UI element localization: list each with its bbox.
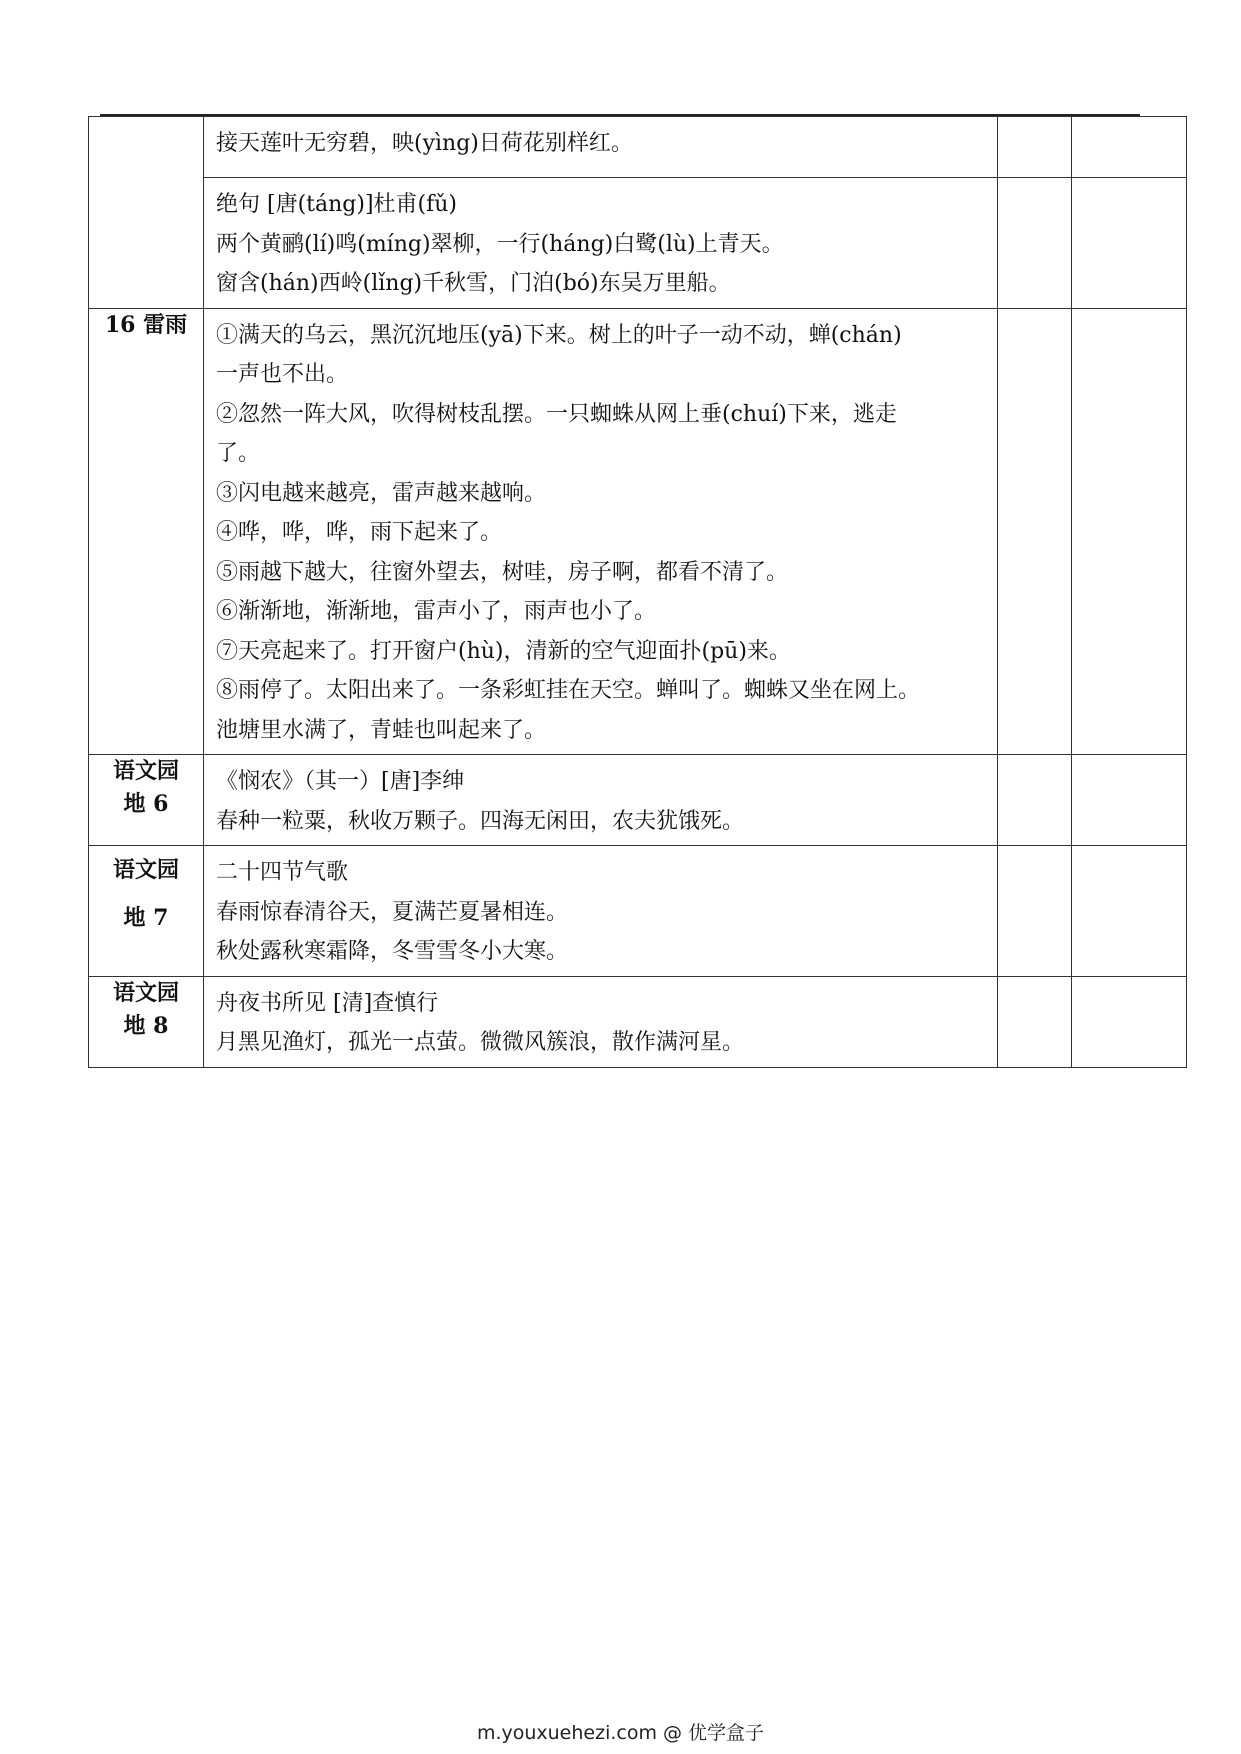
text-line: 春种一粒粟，秋收万颗子。四海无闲田，农夫犹饿死。 xyxy=(216,808,745,834)
label-text: 语文园 xyxy=(112,857,179,883)
text-line: 窗含(hán)西岭(lǐng)千秋雪，门泊(bó)东吴万里船。 xyxy=(216,271,731,296)
text-line: 月黑见渔灯，孤光一点萤。微微风簇浪，散作满河星。 xyxy=(216,1030,745,1055)
label-text: 地 7 xyxy=(123,905,169,931)
table-row xyxy=(89,117,1187,178)
text-line: ⑧雨停了。太阳出来了。一条彩虹挂在天空。蝉叫了。蜘蛛又坐在网上。 xyxy=(216,678,921,703)
row-content xyxy=(204,308,998,755)
row-content xyxy=(204,178,998,309)
text-line: 《悯农》（其一）[唐]李绅 xyxy=(216,769,465,794)
text-line: ②忽然一阵大风，吹得树枝乱摆。一只蜘蛛从网上垂(chuí)下来，逃走 xyxy=(216,401,897,427)
row-content xyxy=(204,755,998,846)
check-cell xyxy=(1072,117,1187,178)
row-label xyxy=(89,846,204,977)
text-line: 秋处露秋寒霜降，冬雪雪冬小大寒。 xyxy=(216,939,569,964)
row-label xyxy=(89,308,204,755)
check-cell xyxy=(998,308,1072,755)
label-text: 语文园 xyxy=(112,979,179,1006)
check-cell xyxy=(1072,976,1187,1067)
table-row xyxy=(89,755,1187,846)
text-line: 了。 xyxy=(216,441,261,466)
text-line: ⑥渐渐地，渐渐地，雷声小了，雨声也小了。 xyxy=(216,599,657,624)
check-cell xyxy=(998,178,1072,309)
check-cell xyxy=(998,117,1072,178)
row-label-empty xyxy=(89,117,204,309)
footer-watermark: m.youxuehezi.com @ 优学盒子 xyxy=(476,1722,765,1744)
row-label xyxy=(89,755,204,846)
label-text: 地 8 xyxy=(123,1012,169,1039)
text-line: 二十四节气歌 xyxy=(216,860,349,885)
text-line: ③闪电越来越亮，雷声越来越响。 xyxy=(216,480,547,506)
check-cell xyxy=(998,976,1072,1067)
text-line: 两个黄鹂(lí)鸣(míng)翠柳，一行(háng)白鹭(lù)上青天。 xyxy=(216,231,784,257)
check-cell xyxy=(1072,755,1187,846)
check-cell xyxy=(998,846,1072,977)
text-line: 一声也不出。 xyxy=(216,362,349,387)
text-line: ⑦天亮起来了。打开窗户(hù)，清新的空气迎面扑(pū)来。 xyxy=(216,638,791,664)
label-text: 语文园 xyxy=(112,758,179,784)
text-line: 接天莲叶无穷碧，映(yìng)日荷花别样红。 xyxy=(216,131,633,156)
check-cell xyxy=(998,755,1072,846)
text-line: 舟夜书所见 [清]查慎行 xyxy=(216,990,439,1016)
text-line: ①满天的乌云，黑沉沉地压(yā)下来。树上的叶子一动不动，蝉(chán) xyxy=(216,322,902,348)
check-cell xyxy=(1072,308,1187,755)
text-line: 绝句 [唐(táng)]杜甫(fǔ) xyxy=(216,192,458,217)
check-cell xyxy=(1072,846,1187,977)
row-content xyxy=(204,846,998,977)
text-line: ④哗，哗，哗，雨下起来了。 xyxy=(216,520,503,545)
text-line: 池塘里水满了，青蛙也叫起来了。 xyxy=(216,717,547,743)
row-content xyxy=(204,976,998,1067)
label-text: 地 6 xyxy=(123,791,169,817)
row-content xyxy=(204,117,998,178)
recitation-table xyxy=(88,116,1187,1068)
table-row xyxy=(89,846,1187,977)
row-label xyxy=(89,976,204,1067)
text-line: 春雨惊春清谷天，夏满芒夏暑相连。 xyxy=(216,899,569,925)
table-row xyxy=(89,308,1187,755)
table-row xyxy=(89,976,1187,1067)
table-row xyxy=(89,178,1187,309)
check-cell xyxy=(1072,178,1187,309)
text-line: ⑤雨越下越大，往窗外望去，树哇，房子啊，都看不清了。 xyxy=(216,559,789,585)
label-text: 16 雷雨 xyxy=(104,311,188,338)
